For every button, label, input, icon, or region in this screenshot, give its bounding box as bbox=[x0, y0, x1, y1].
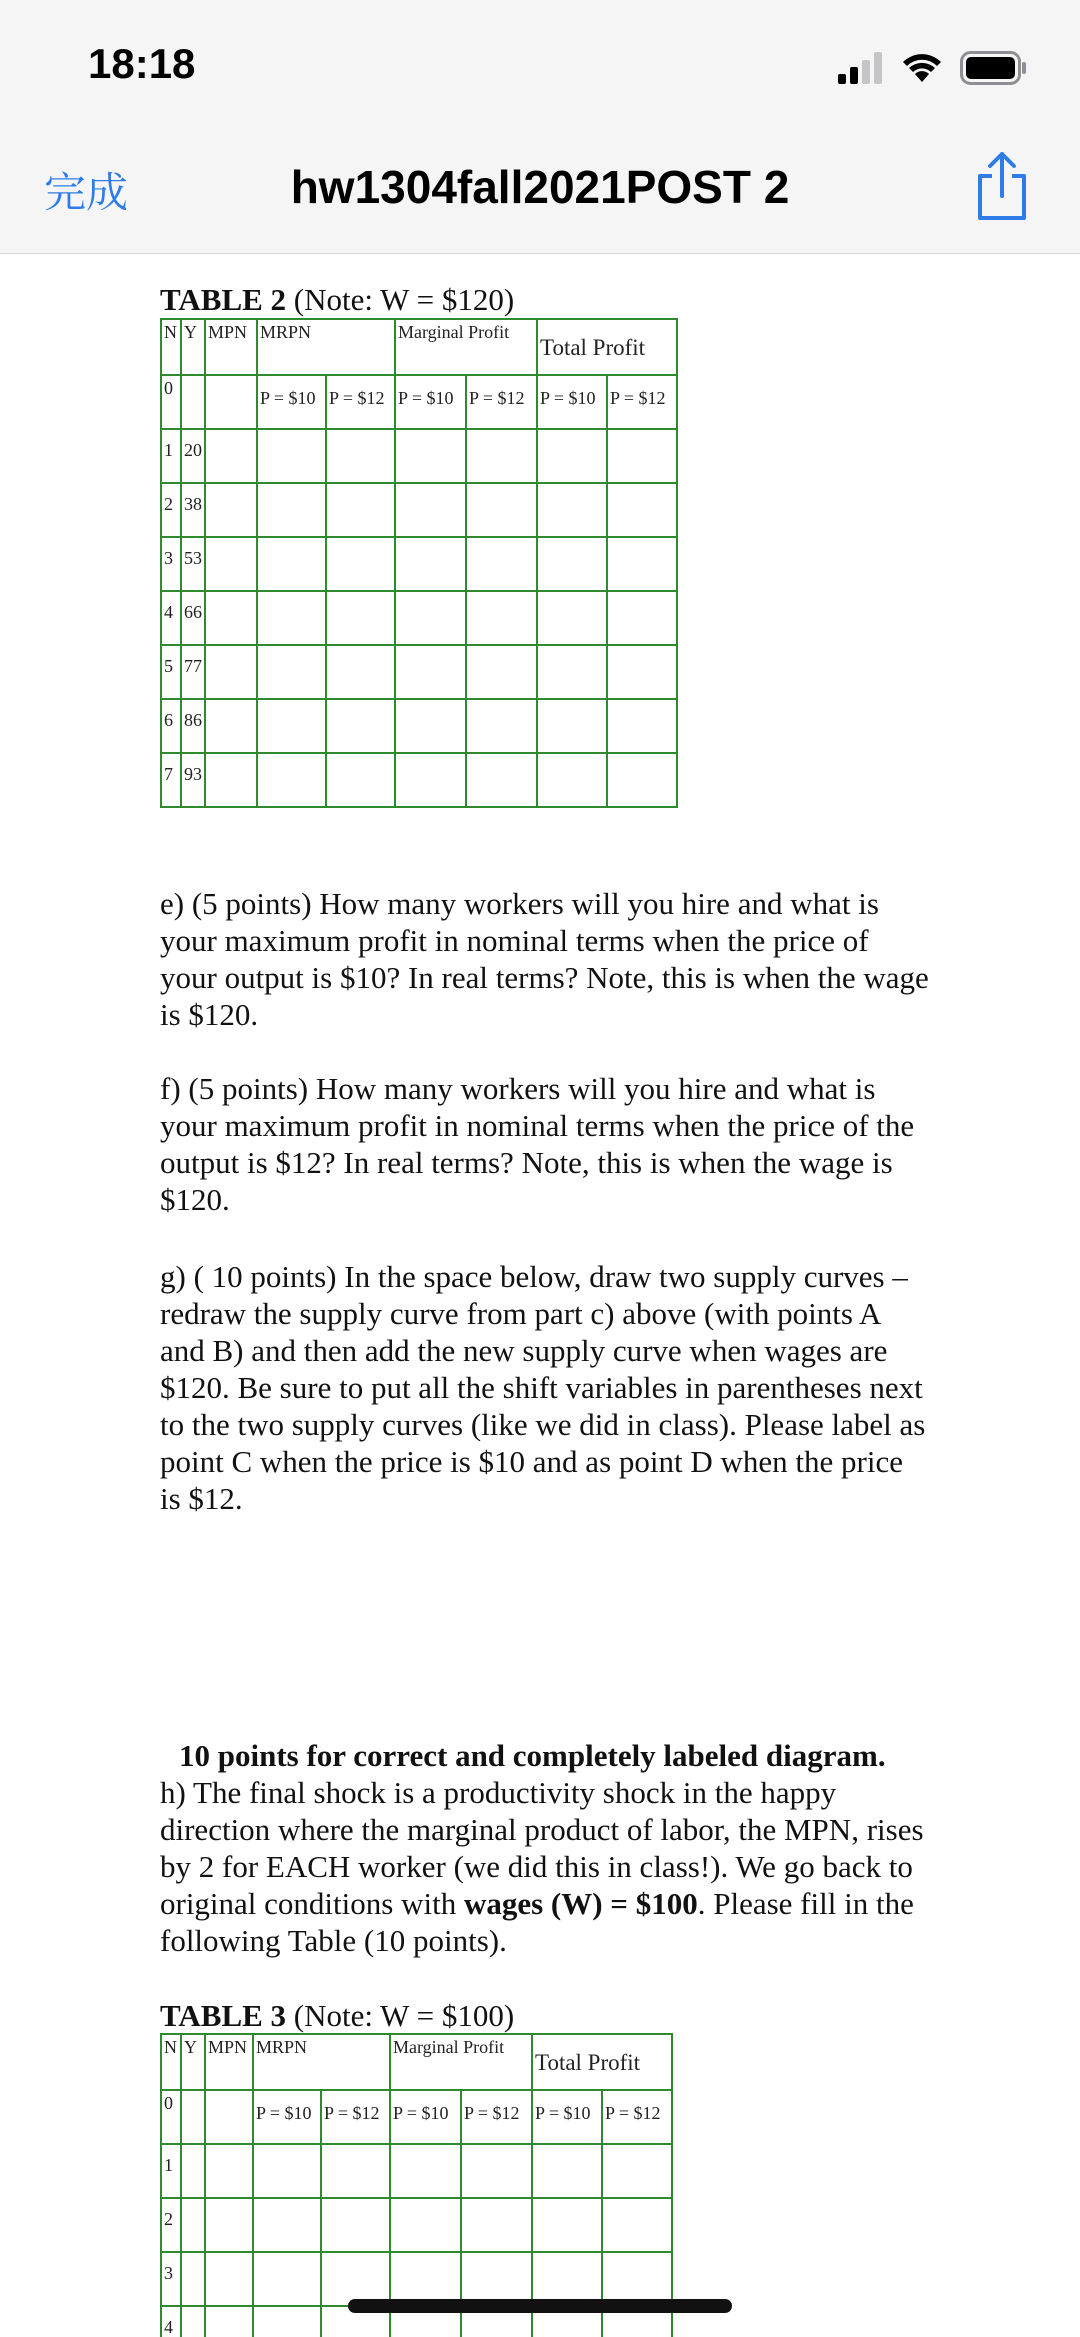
table-cell bbox=[256, 644, 327, 700]
price-label: P = $12 bbox=[325, 374, 396, 430]
table-cell bbox=[536, 644, 608, 700]
table-cell bbox=[256, 590, 327, 646]
table-cell bbox=[252, 2197, 322, 2253]
table-cell bbox=[536, 752, 608, 808]
table-cell bbox=[465, 644, 538, 700]
table-cell bbox=[394, 698, 467, 754]
header-y: Y bbox=[180, 318, 206, 376]
table-cell bbox=[320, 2143, 391, 2199]
price-label: P = $10 bbox=[256, 374, 327, 430]
header-n: N bbox=[160, 2033, 182, 2091]
header-mpn: MPN bbox=[204, 318, 258, 376]
table3 bbox=[160, 2033, 673, 2337]
row-y bbox=[180, 2305, 206, 2337]
header-mrpn: MRPN bbox=[252, 2033, 391, 2091]
header-mpn: MPN bbox=[204, 2033, 254, 2091]
table-cell bbox=[394, 428, 467, 484]
question-f: f) (5 points) How many workers will you hire and what is your maximum profit in nominal terms when the price of the output is $12? In real terms? Note, this is when the wage is $120. bbox=[160, 1071, 915, 1217]
table-cell bbox=[536, 482, 608, 538]
table-cell bbox=[320, 2197, 391, 2253]
row-y bbox=[180, 2197, 206, 2253]
table-cell bbox=[252, 2251, 322, 2307]
header-total-profit: Total Profit bbox=[536, 318, 678, 376]
row-n: 0 bbox=[160, 2089, 182, 2145]
table-cell bbox=[394, 590, 467, 646]
price-label: P = $12 bbox=[460, 2089, 533, 2145]
home-indicator[interactable] bbox=[348, 2299, 732, 2313]
table-cell bbox=[256, 428, 327, 484]
table-cell bbox=[204, 752, 258, 808]
row-y: 86 bbox=[180, 698, 206, 754]
row-y: 53 bbox=[180, 536, 206, 592]
battery-icon bbox=[960, 51, 1028, 85]
header-marginal-profit: Marginal Profit bbox=[394, 318, 538, 376]
table-cell bbox=[256, 536, 327, 592]
table-cell bbox=[325, 482, 396, 538]
price-label: P = $10 bbox=[389, 2089, 462, 2145]
table-cell bbox=[325, 428, 396, 484]
header-marginal-profit: Marginal Profit bbox=[389, 2033, 533, 2091]
document-title: hw1304fall2021POST 2 bbox=[290, 161, 790, 213]
table-cell bbox=[204, 2197, 254, 2253]
table-cell bbox=[606, 644, 678, 700]
row-y: 66 bbox=[180, 590, 206, 646]
row-n: 4 bbox=[160, 590, 182, 646]
share-icon bbox=[972, 150, 1032, 222]
row-n: 0 bbox=[160, 374, 182, 430]
table-cell bbox=[256, 482, 327, 538]
header-total-profit: Total Profit bbox=[531, 2033, 673, 2091]
row-y: 93 bbox=[180, 752, 206, 808]
diagram-note: 10 points for correct and completely labeled diagram. bbox=[179, 1738, 886, 1773]
status-icons bbox=[838, 48, 1028, 88]
share-button[interactable] bbox=[972, 150, 1032, 227]
table-cell bbox=[536, 536, 608, 592]
table3-caption: TABLE 3 (Note: W = $100) bbox=[160, 1998, 515, 2033]
header-y: Y bbox=[180, 2033, 206, 2091]
table-cell bbox=[536, 428, 608, 484]
row-n: 2 bbox=[160, 2197, 182, 2253]
question-e: e) (5 points) How many workers will you hire and what is your maximum profit in nominal terms when the price of your output is $10? In real terms? Note, this is when the wage is $120. bbox=[160, 886, 929, 1032]
row-n: 3 bbox=[160, 536, 182, 592]
row-y bbox=[180, 2089, 206, 2145]
header-n: N bbox=[160, 318, 182, 376]
table-cell bbox=[389, 2143, 462, 2199]
wifi-icon bbox=[900, 52, 944, 84]
table-cell bbox=[204, 536, 258, 592]
table-cell bbox=[465, 536, 538, 592]
row-y: 77 bbox=[180, 644, 206, 700]
table-cell bbox=[465, 482, 538, 538]
row-n: 1 bbox=[160, 428, 182, 484]
row-y bbox=[180, 2143, 206, 2199]
row-mpn bbox=[204, 374, 258, 430]
cellular-signal-icon bbox=[838, 52, 884, 84]
header-mrpn: MRPN bbox=[256, 318, 396, 376]
row-y bbox=[180, 374, 206, 430]
table-cell bbox=[204, 590, 258, 646]
table-cell bbox=[389, 2197, 462, 2253]
table-cell bbox=[252, 2143, 322, 2199]
table-cell bbox=[256, 698, 327, 754]
table-cell bbox=[325, 590, 396, 646]
table-cell bbox=[536, 698, 608, 754]
table-cell bbox=[460, 2197, 533, 2253]
table-cell bbox=[204, 482, 258, 538]
row-mpn bbox=[204, 2089, 254, 2145]
row-n: 5 bbox=[160, 644, 182, 700]
table-cell bbox=[465, 428, 538, 484]
table-cell bbox=[256, 752, 327, 808]
table-cell bbox=[531, 2143, 603, 2199]
price-label: P = $12 bbox=[320, 2089, 391, 2145]
table-cell bbox=[252, 2305, 322, 2337]
table-cell bbox=[606, 752, 678, 808]
row-n: 3 bbox=[160, 2251, 182, 2307]
table-cell bbox=[204, 2305, 254, 2337]
price-label: P = $12 bbox=[465, 374, 538, 430]
table-cell bbox=[204, 698, 258, 754]
question-h-text: h) The final shock is a productivity shock in the happy direction where the marginal product of labor, the MPN, rises by 2 for EACH worker (we did this in class!). We go back to original conditions with wages (W) = $100. Please fill in the following Table (10 points). bbox=[160, 1775, 924, 1958]
table2 bbox=[160, 318, 678, 808]
table-cell bbox=[204, 2143, 254, 2199]
table-cell bbox=[531, 2197, 603, 2253]
row-y: 20 bbox=[180, 428, 206, 484]
table-cell bbox=[601, 2197, 673, 2253]
row-n: 2 bbox=[160, 482, 182, 538]
table-cell bbox=[606, 536, 678, 592]
row-y bbox=[180, 2251, 206, 2307]
table-cell bbox=[606, 698, 678, 754]
table-cell bbox=[394, 482, 467, 538]
price-label: P = $12 bbox=[606, 374, 678, 430]
table-cell bbox=[606, 428, 678, 484]
row-n: 6 bbox=[160, 698, 182, 754]
table-cell bbox=[204, 428, 258, 484]
table-cell bbox=[325, 752, 396, 808]
row-y: 38 bbox=[180, 482, 206, 538]
table-cell bbox=[325, 698, 396, 754]
table-cell bbox=[325, 644, 396, 700]
question-h bbox=[160, 1737, 930, 1959]
table-cell bbox=[465, 752, 538, 808]
table2-caption: TABLE 2 (Note: W = $120) bbox=[160, 282, 515, 317]
table-cell bbox=[394, 644, 467, 700]
price-label: P = $10 bbox=[536, 374, 608, 430]
question-g: g) ( 10 points) In the space below, draw two supply curves – redraw the supply curve from part c) above (with points A and B) and then add the new supply curve when wages are $120. Be sure to put all the shift variables in parentheses next to the two supply curves (like we did in class). Please label as point C when the price is $10 and as point D when the price is $12. bbox=[160, 1259, 926, 1516]
table-cell bbox=[536, 590, 608, 646]
table-cell bbox=[465, 590, 538, 646]
price-label: P = $10 bbox=[252, 2089, 322, 2145]
table-cell bbox=[601, 2143, 673, 2199]
row-n: 4 bbox=[160, 2305, 182, 2337]
status-time: 18:18 bbox=[88, 40, 196, 87]
table-cell bbox=[606, 482, 678, 538]
table-cell bbox=[325, 536, 396, 592]
table-cell bbox=[394, 752, 467, 808]
row-n: 1 bbox=[160, 2143, 182, 2199]
table-cell bbox=[465, 698, 538, 754]
price-label: P = $10 bbox=[531, 2089, 603, 2145]
table-cell bbox=[204, 2251, 254, 2307]
table-cell bbox=[204, 644, 258, 700]
row-n: 7 bbox=[160, 752, 182, 808]
price-label: P = $12 bbox=[601, 2089, 673, 2145]
done-button[interactable]: 完成 bbox=[44, 168, 129, 217]
table-cell bbox=[394, 536, 467, 592]
price-label: P = $10 bbox=[394, 374, 467, 430]
table-cell bbox=[606, 590, 678, 646]
table-cell bbox=[460, 2143, 533, 2199]
